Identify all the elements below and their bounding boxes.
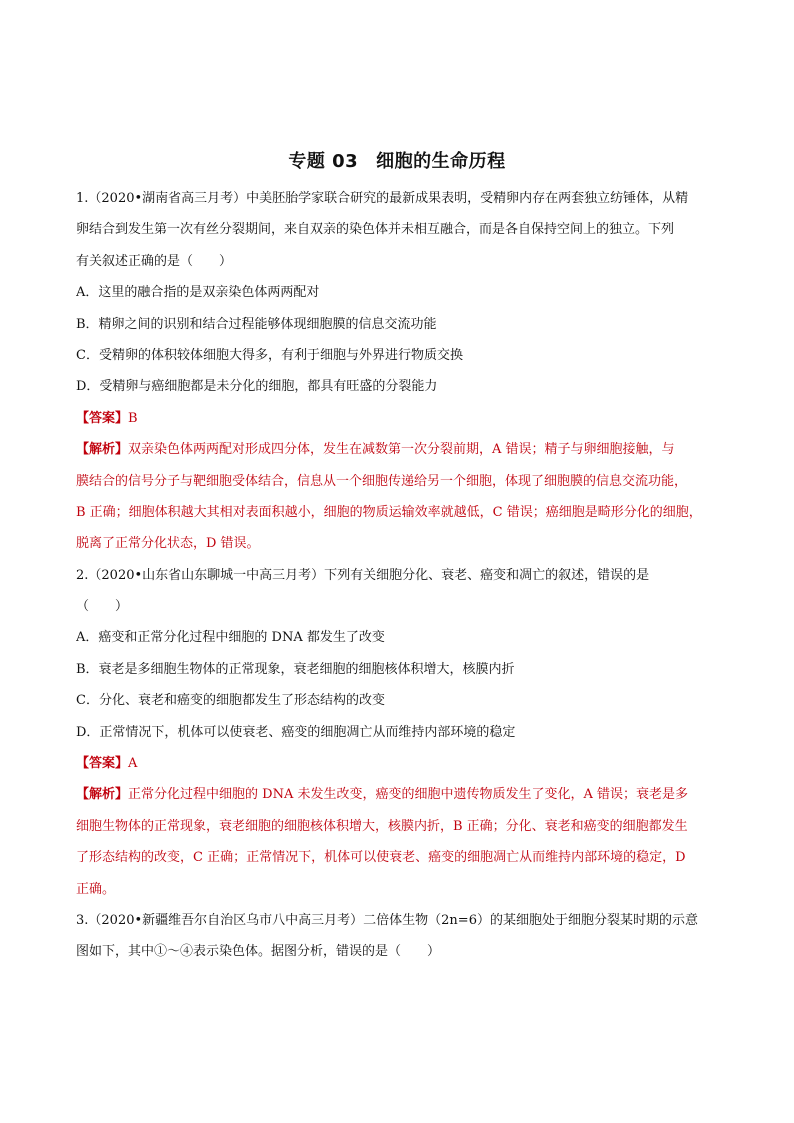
answer-value: A [128, 756, 138, 772]
q2-analysis-line: 细胞生物体的正常现象，衰老细胞的细胞核体积增大，核膜内折，B 正确；分化、衰老和癌变的细胞都发生 [76, 818, 688, 834]
q1-analysis-line: B 正确；细胞体积越大其相对表面积越小，细胞的物质运输效率就越低，C 错误；癌细胞是畸形分化的细胞， [76, 504, 702, 520]
q2-answer [76, 748, 724, 779]
title-part1: 专题 03 [288, 151, 359, 172]
q1-analysis-line: 膜结合的信号分子与靶细胞受体结合，信息从一个细胞传递给另一个细胞，体现了细胞膜的信息交流功能， [76, 473, 688, 489]
analysis-text: 双亲染色体两两配对形成四分体，发生在减数第一次分裂前期，A 错误；精子与卵细胞接触，与 [128, 442, 675, 458]
q2-stem-line: （ ） [76, 599, 129, 615]
q1-option-d: D．受精卵与癌细胞都是未分化的细胞，都具有旺盛的分裂能力 [76, 379, 438, 395]
analysis-label: 【解析】 [76, 442, 129, 458]
q2-option-d: D．正常情况下，机体可以使衰老、癌变的细胞凋亡从而维持内部环境的稳定 [76, 724, 516, 740]
answer-label: 【答案】 [76, 756, 129, 772]
question-list [76, 183, 724, 968]
q1-stem-line: 有关叙述正确的是（ ） [76, 253, 233, 269]
q1-stem-line: 卵结合到发生第一次有丝分裂期间，来自双亲的染色体并未相互融合，而是各自保持空间上的独立。下列 [76, 222, 675, 238]
q1-answer [76, 403, 724, 434]
q3-stem-line: 图如下，其中①～④表示染色体。据图分析，错误的是（ ） [76, 944, 441, 960]
analysis-text: 正常分化过程中细胞的 DNA 未发生改变，癌变的细胞中遗传物质发生了变化，A 错误；衰老是多 [128, 787, 688, 803]
q1-stem-line: 1.（2020•湖南省高三月考）中美胚胎学家联合研究的最新成果表明，受精卵内存在两套独立纺锤体，从精 [76, 191, 689, 206]
q1-analysis-line [76, 434, 724, 465]
q3-stem-line: 3.（2020•新疆维吾尔自治区乌市八中高三月考）二倍体生物（2n=6）的某细胞处于细胞分裂某时期的示意 [76, 912, 698, 928]
q1-analysis-line: 脱离了正常分化状态，D 错误。 [76, 536, 260, 552]
answer-label: 【答案】 [76, 410, 129, 426]
q1-option-a: A．这里的融合指的是双亲染色体两两配对 [76, 285, 320, 301]
q2-stem-line: 2.（2020•山东省山东聊城一中高三月考）下列有关细胞分化、衰老、癌变和凋亡的叙述，错误的是 [76, 567, 650, 583]
analysis-label: 【解析】 [76, 787, 129, 803]
title-part2: 细胞的生命历程 [376, 151, 506, 172]
answer-value: B [128, 410, 138, 426]
q1-option-c: C．受精卵的体积较体细胞大得多，有利于细胞与外界进行物质交换 [76, 347, 463, 363]
page-title [0, 147, 794, 173]
q2-option-b: B．衰老是多细胞生物体的正常现象，衰老细胞的细胞核体积增大，核膜内折 [76, 661, 515, 677]
q2-analysis-line [76, 779, 724, 810]
q1-option-b: B．精卵之间的识别和结合过程能够体现细胞膜的信息交流功能 [76, 316, 437, 332]
q2-option-c: C．分化、衰老和癌变的细胞都发生了形态结构的改变 [76, 693, 385, 709]
q2-analysis-line: 了形态结构的改变，C 正确；正常情况下，机体可以使衰老、癌变的细胞凋亡从而维持内部环境的稳定，D [76, 850, 686, 866]
q2-option-a: A．癌变和正常分化过程中细胞的 DNA 都发生了改变 [76, 630, 385, 646]
q2-analysis-line: 正确。 [76, 881, 116, 897]
